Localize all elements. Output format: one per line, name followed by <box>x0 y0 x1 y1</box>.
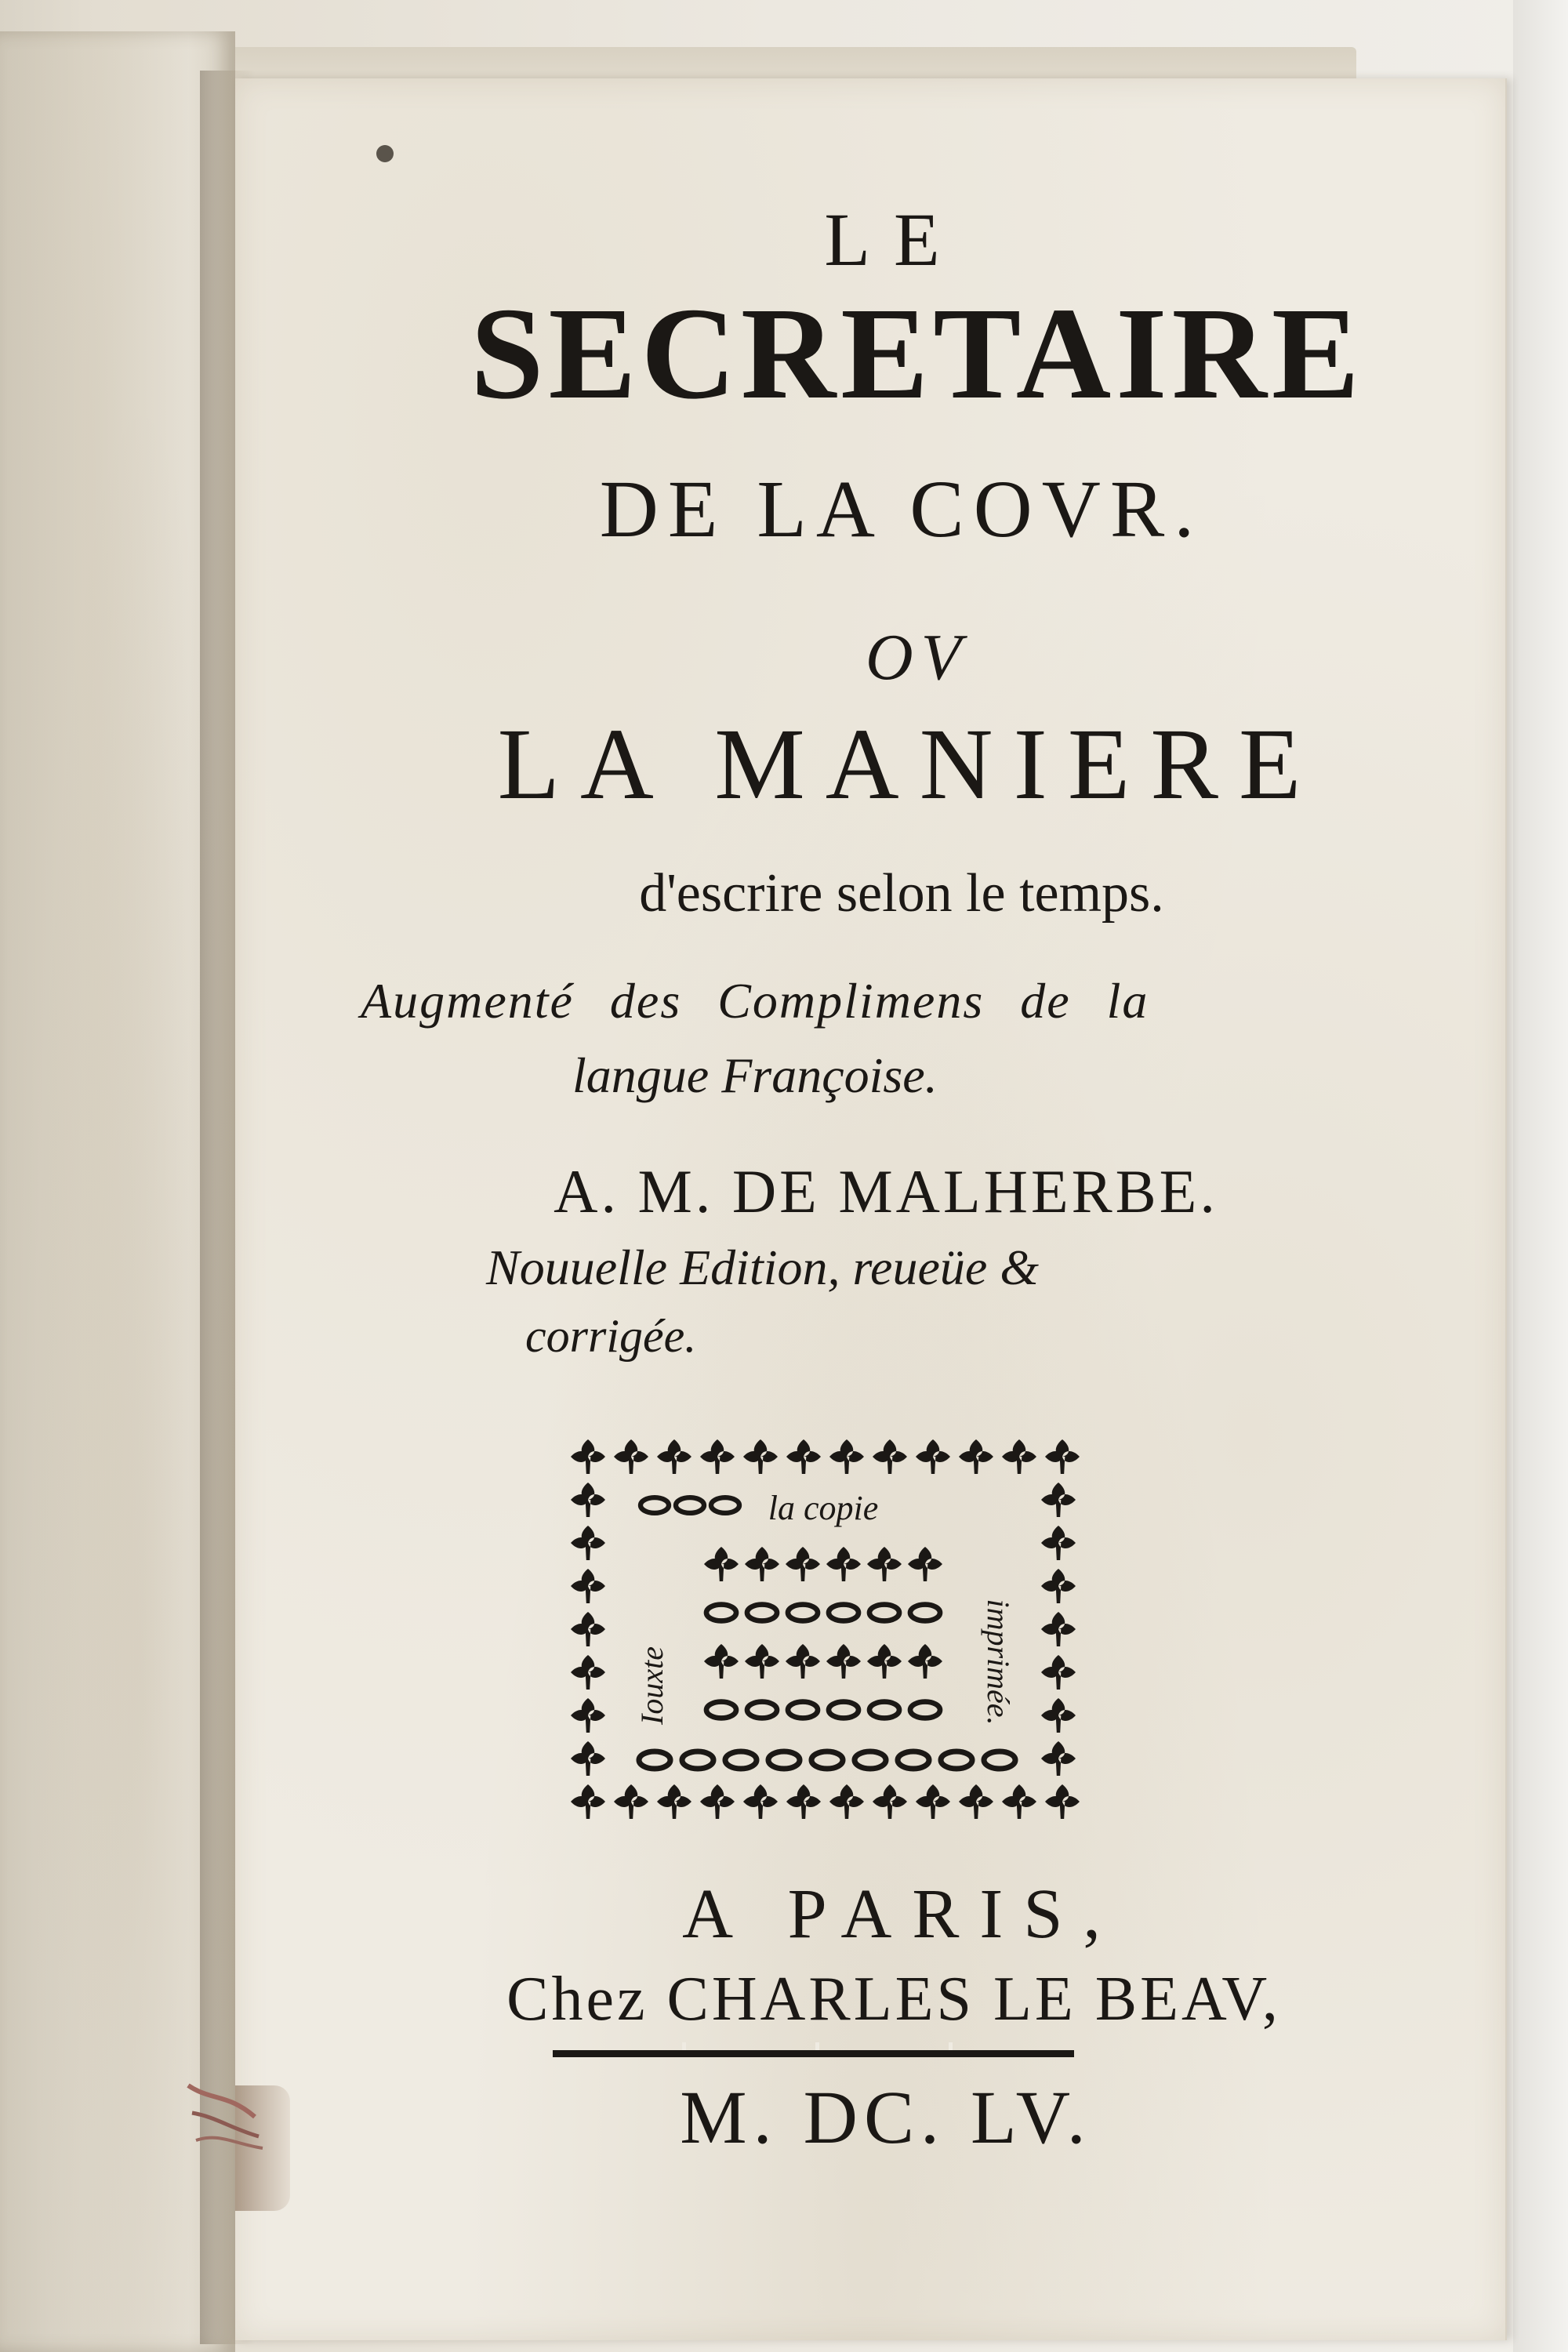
knot-ornament <box>829 1605 858 1621</box>
fleuron-ornament <box>786 1439 821 1474</box>
fleuron-ornament <box>1041 1698 1076 1733</box>
fleuron-ornament <box>908 1547 942 1581</box>
fleuron-ornament <box>786 1547 820 1581</box>
knot-ornament <box>747 1702 777 1719</box>
device-text-left: Iouxte <box>634 1646 670 1725</box>
fleuron-ornament <box>867 1547 902 1581</box>
title-article: LE <box>824 198 964 281</box>
fleuron-ornament <box>700 1784 735 1819</box>
imprint-rule <box>553 2050 1074 2057</box>
fleuron-ornament <box>959 1784 993 1819</box>
fleuron-ornament <box>704 1547 739 1581</box>
knot-ornament <box>706 1605 736 1621</box>
fleuron-ornament <box>571 1612 605 1646</box>
knot-ornament <box>639 1751 670 1769</box>
alternate-title-subline: d'escrire selon le temps. <box>639 863 1164 924</box>
printers-device-ornament <box>564 1427 1082 1835</box>
fleuron-ornament <box>571 1483 605 1517</box>
fleuron-ornament <box>571 1526 605 1560</box>
knot-ornament <box>788 1702 818 1719</box>
binding-thread <box>180 2070 267 2156</box>
fleuron-ornament <box>657 1784 691 1819</box>
title-page <box>235 78 1507 2340</box>
knot-ornament <box>941 1751 972 1769</box>
fleuron-ornament <box>826 1644 861 1679</box>
fleuron-ornament <box>571 1698 605 1733</box>
fleuron-ornament <box>873 1439 907 1474</box>
fleuron-ornament <box>657 1439 691 1474</box>
fleuron-ornament <box>1002 1784 1036 1819</box>
fleuron-ornament <box>614 1784 648 1819</box>
fleuron-ornament <box>916 1784 950 1819</box>
title-subline: DE LA COVR. <box>599 464 1204 554</box>
fleuron-ornament <box>700 1439 735 1474</box>
fleuron-ornament <box>786 1644 820 1679</box>
fleuron-ornament <box>743 1439 778 1474</box>
edition-note-line2: corrigée. <box>525 1310 697 1362</box>
fleuron-ornament <box>829 1439 864 1474</box>
knot-ornament <box>682 1751 713 1769</box>
alternate-title: LA MANIERE <box>497 708 1322 821</box>
device-text-right: imprimée. <box>981 1599 1016 1726</box>
knot-ornament <box>984 1751 1015 1769</box>
fleuron-ornament <box>1045 1439 1080 1474</box>
fleuron-ornament <box>826 1547 861 1581</box>
fleuron-ornament <box>829 1784 864 1819</box>
fleuron-ornament <box>908 1644 942 1679</box>
fleuron-ornament <box>786 1784 821 1819</box>
knot-ornament <box>711 1497 739 1513</box>
fleuron-ornament <box>916 1439 950 1474</box>
knot-ornament <box>869 1605 899 1621</box>
main-title: SECRETAIRE <box>470 281 1364 426</box>
knot-ornament <box>855 1751 886 1769</box>
knot-ornament <box>706 1702 736 1719</box>
fleuron-ornament <box>614 1439 648 1474</box>
fleuron-ornament <box>571 1784 605 1819</box>
knot-ornament <box>869 1702 899 1719</box>
knot-ornament <box>910 1702 940 1719</box>
knot-ornament <box>811 1751 843 1769</box>
fleuron-ornament <box>959 1439 993 1474</box>
fleuron-ornament <box>1041 1483 1076 1517</box>
knot-ornament <box>788 1605 818 1621</box>
augmentation-note-line2: langue Françoise. <box>572 1047 938 1103</box>
imprint-publisher: Chez CHARLES LE BEAV, <box>506 1965 1281 2034</box>
fleuron-ornament <box>1041 1741 1076 1776</box>
fleuron-ornament <box>873 1784 907 1819</box>
imprint-date: M. DC. LV. <box>680 2075 1092 2159</box>
fleuron-ornament <box>743 1784 778 1819</box>
augmentation-note-line1: Augmenté des Complimens de la <box>361 973 1149 1029</box>
knot-ornament <box>725 1751 757 1769</box>
fleuron-ornament <box>1002 1439 1036 1474</box>
fleuron-ornament <box>704 1644 739 1679</box>
fleuron-ornament <box>1041 1655 1076 1690</box>
fleuron-ornament <box>1041 1526 1076 1560</box>
fleuron-ornament <box>571 1655 605 1690</box>
fleuron-ornament <box>1045 1784 1080 1819</box>
title-conjunction: OV <box>866 621 969 694</box>
imprint-place: A PARIS, <box>682 1875 1121 1953</box>
fleuron-ornament <box>1041 1612 1076 1646</box>
fleuron-ornament <box>745 1547 779 1581</box>
fleuron-ornament <box>745 1644 779 1679</box>
edition-note-line1: Nouuelle Edition, reueüe & <box>486 1240 1040 1295</box>
fleuron-ornament <box>571 1741 605 1776</box>
knot-ornament <box>641 1497 669 1513</box>
knot-ornament <box>910 1605 940 1621</box>
fleuron-ornament <box>1041 1569 1076 1603</box>
worm-hole <box>376 145 394 162</box>
device-text-top: la copie <box>768 1489 879 1527</box>
knot-ornament <box>829 1702 858 1719</box>
knot-ornament <box>898 1751 929 1769</box>
knot-ornament <box>676 1497 704 1513</box>
fleuron-ornament <box>867 1644 902 1679</box>
fleuron-ornament <box>571 1439 605 1474</box>
knot-ornament <box>768 1751 800 1769</box>
author-dedication: A. M. DE MALHERBE. <box>554 1157 1218 1225</box>
fleuron-ornament <box>571 1569 605 1603</box>
knot-ornament <box>747 1605 777 1621</box>
